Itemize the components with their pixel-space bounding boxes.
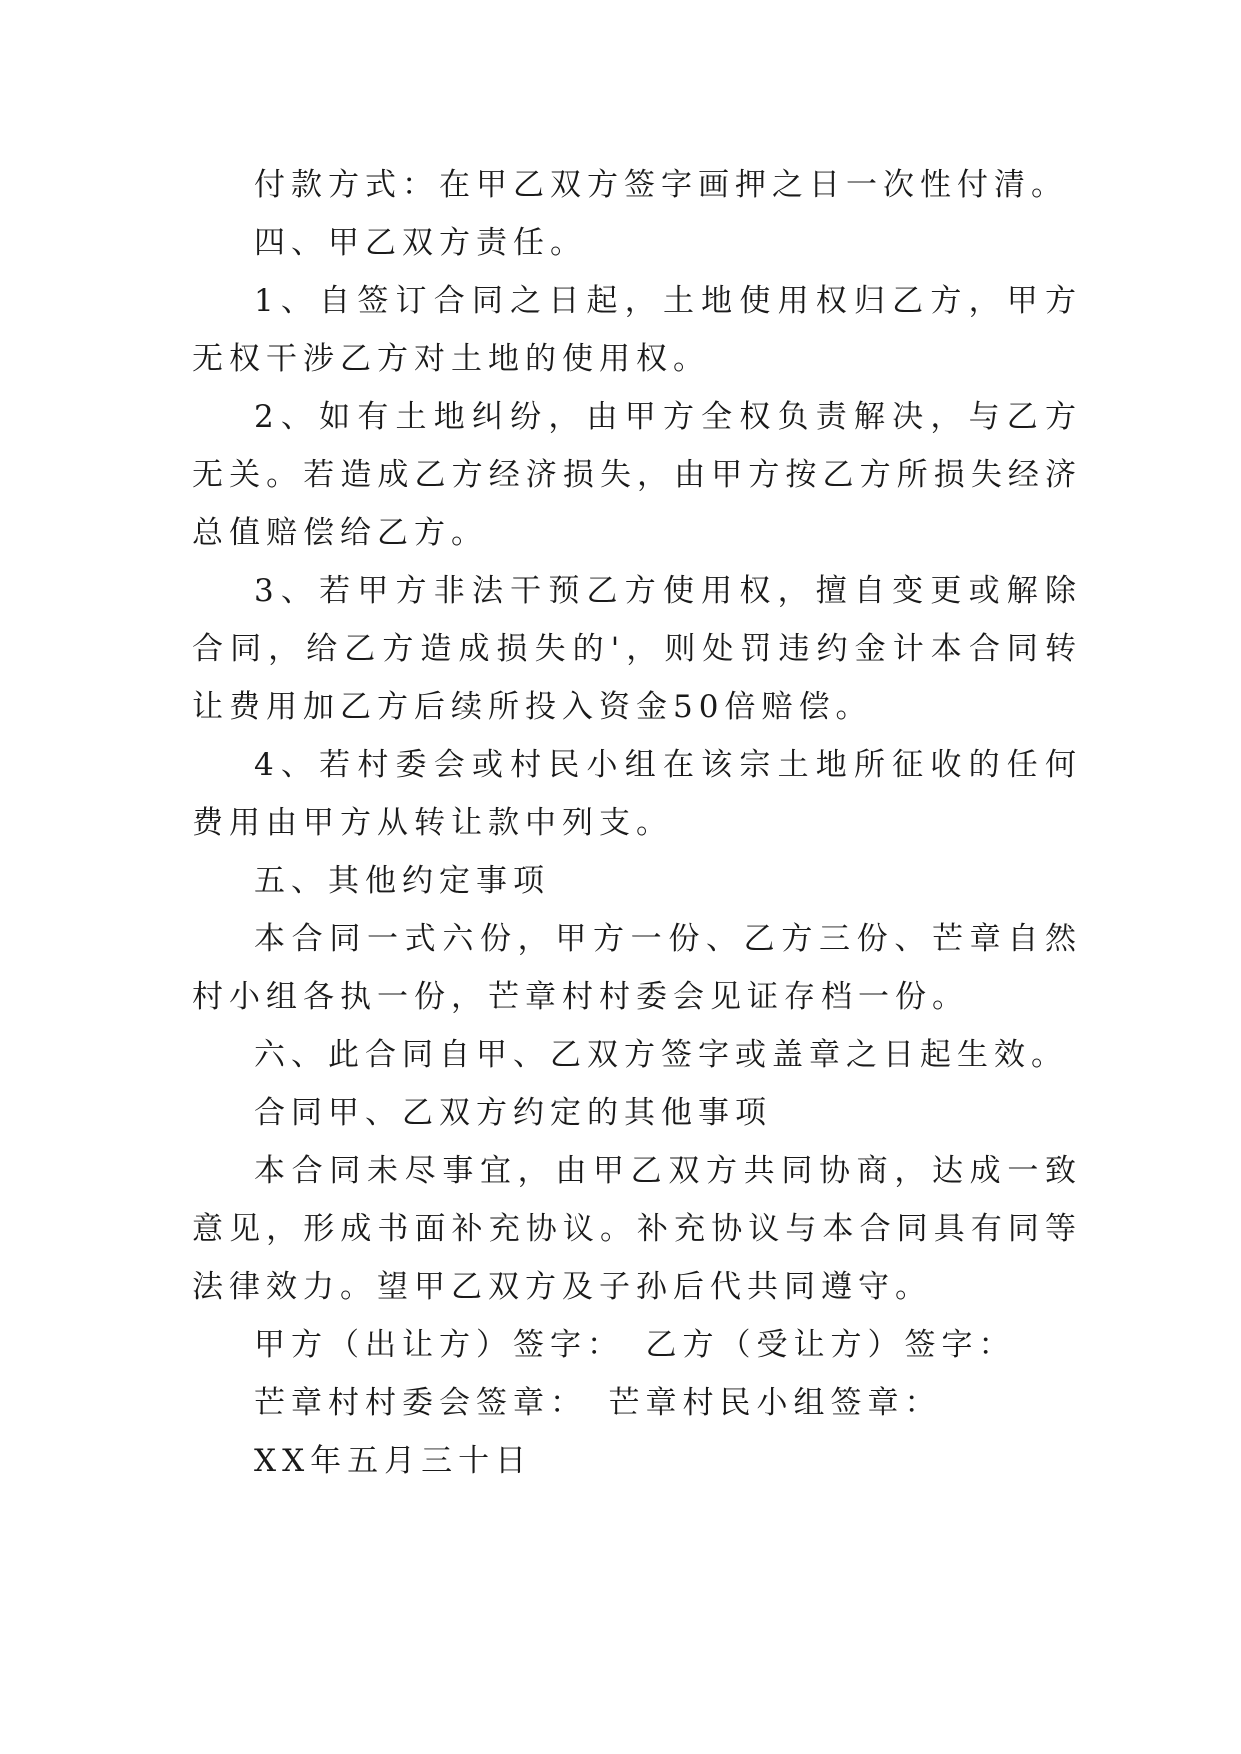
document-body [192,156,1082,1490]
section-six-paragraph: 六、此合同自甲、乙双方签字或盖章之日起生效。 [254,1037,1068,1073]
clause-2-paragraph: 2、如有土地纠纷，由甲方全权负责解决，与乙方无关。若造成乙方经济损失，由甲方按乙方所损失经济总值赔偿给乙方。 [192,399,1082,551]
date-line: XX年五月三十日 [254,1443,533,1479]
supplementary-paragraph: 本合同未尽事宜，由甲乙双方共同协商，达成一致意见，形成书面补充协议。补充协议与本合同具有同等法律效力。望甲乙双方及子孙后代共同遵守。 [192,1153,1082,1305]
committee-seal-line: 芒章村村委会签章： 芒章村民小组签章： [254,1385,942,1421]
section-five-heading: 五、其他约定事项 [254,863,550,899]
other-matters-heading: 合同甲、乙双方约定的其他事项 [254,1095,772,1131]
clause-1-paragraph: 1、自签订合同之日起，土地使用权归乙方，甲方无权干涉乙方对土地的使用权。 [192,283,1082,377]
clause-4-paragraph: 4、若村委会或村民小组在该宗土地所征收的任何费用由甲方从转让款中列支。 [192,747,1082,841]
section-four-heading: 四、甲乙双方责任。 [254,225,587,261]
copies-paragraph: 本合同一式六份，甲方一份、乙方三份、芒章自然村小组各执一份，芒章村村委会见证存档一份。 [192,921,1082,1015]
clause-3-paragraph: 3、若甲方非法干预乙方使用权，擅自变更或解除合同，给乙方造成损失的'，则处罚违约金计本合同转让费用加乙方后续所投入资金50倍赔偿。 [192,573,1082,725]
payment-method-paragraph: 付款方式：在甲乙双方签字画押之日一次性付清。 [254,167,1068,203]
party-signature-line: 甲方（出让方）签字： 乙方（受让方）签字： [254,1327,1016,1363]
